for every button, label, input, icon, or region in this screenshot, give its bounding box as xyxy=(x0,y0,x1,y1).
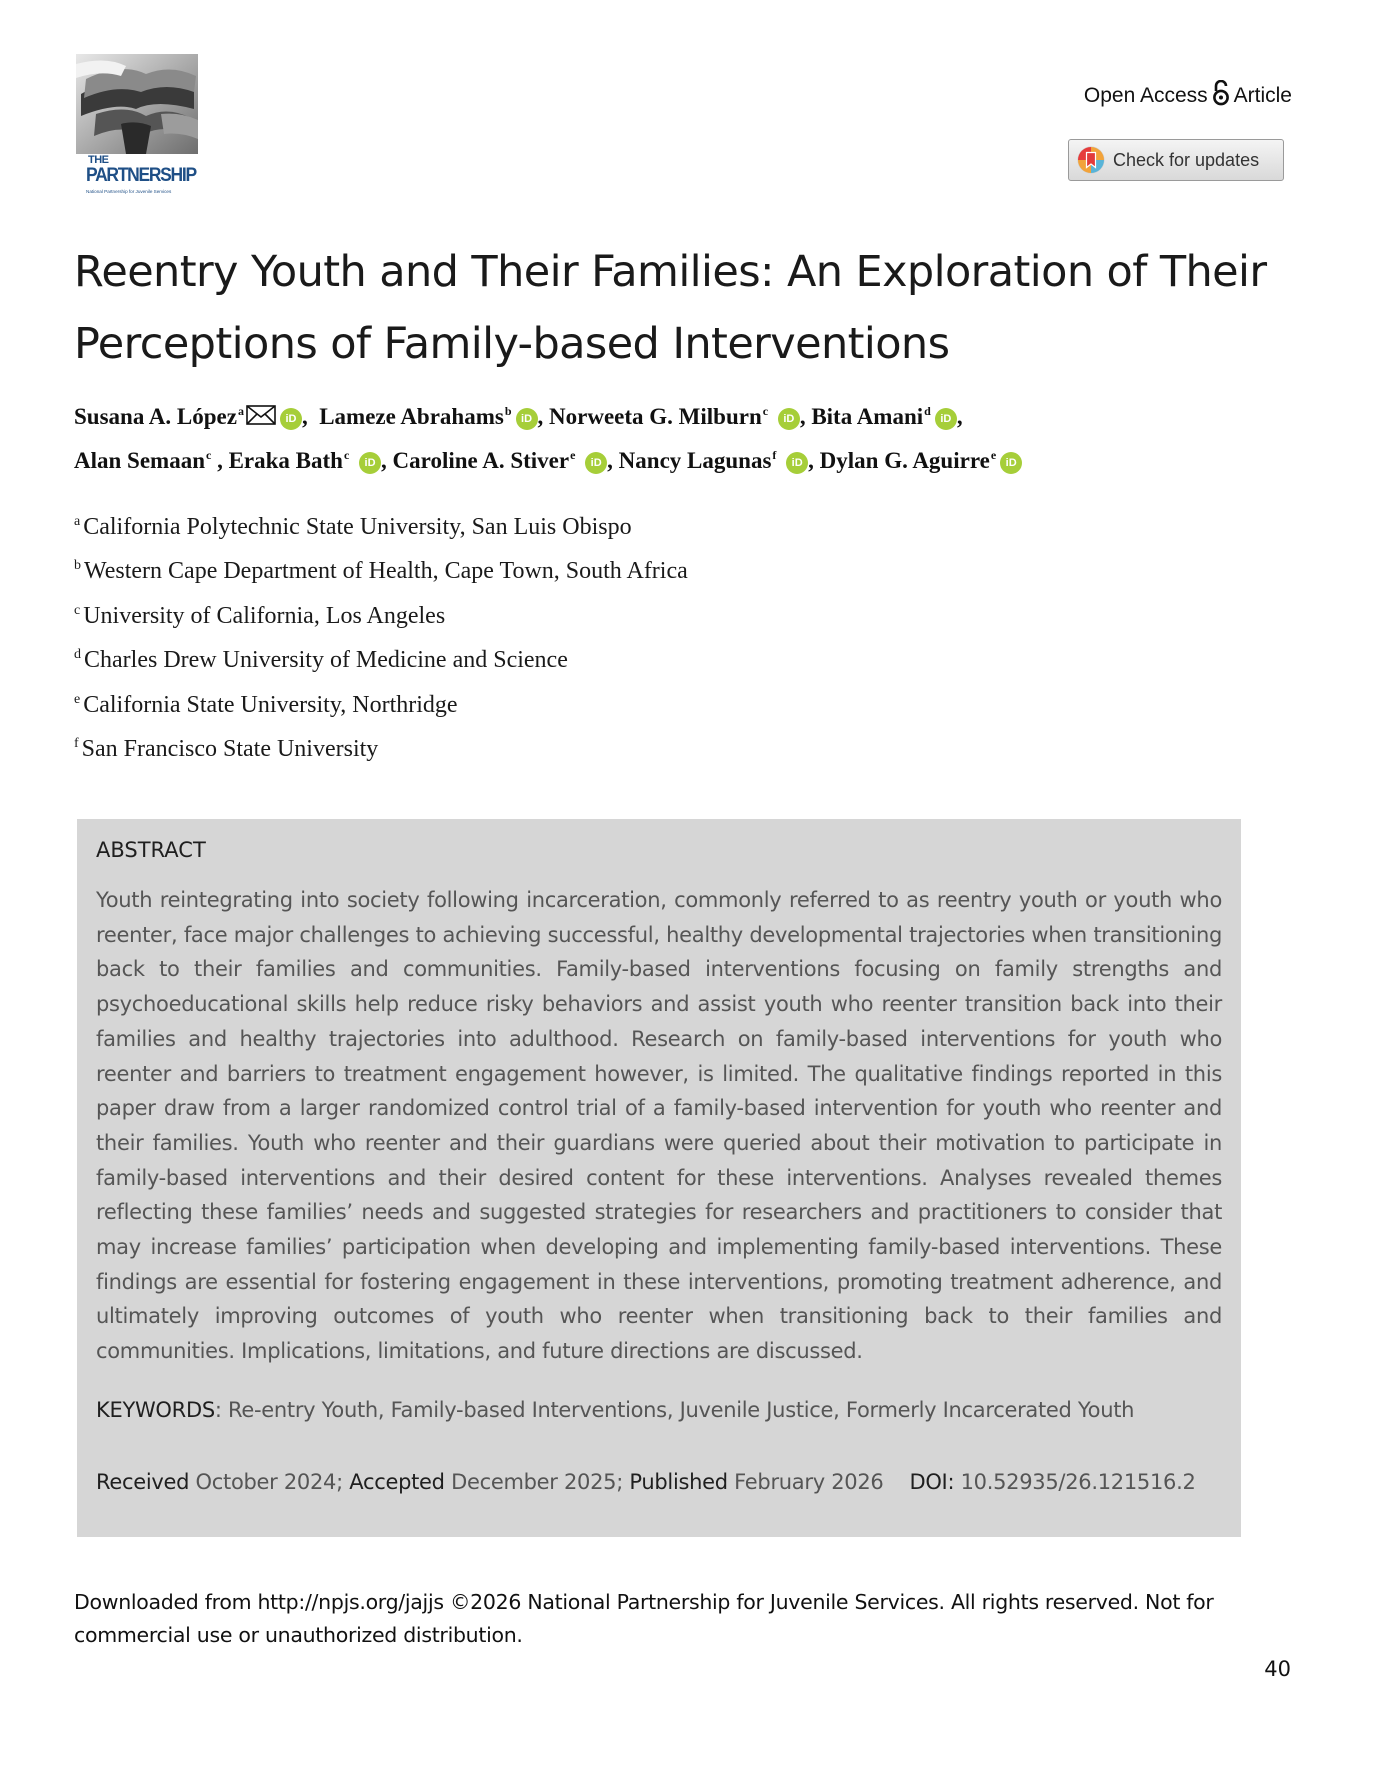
keywords-text: Re-entry Youth, Family-based Interventions, Juvenile Justice, Formerly Incarcerated Youth xyxy=(228,1397,1135,1422)
abstract-text: Youth reintegrating into society following incarceration, commonly referred to as reentry youth or youth who reenter, face major challenges to achieving successful, healthy developmental trajectories when transitioning back to their families and communities. Family-based interventions focusing on family strengths and psychoeducational skills help reduce risky behaviors and assist youth who reenter transition back into their families and healthy trajectories into adulthood. Research on family-based interventions for youth who reenter and barriers to treatment engagement however, is limited. The qualitative findings reported in this paper draw from a larger randomized control trial of a family-based intervention for youth who reenter and their families. Youth who reenter and their guardians were queried about their motivation to participate in family-based interventions and their desired content for these interventions. Analyses revealed themes reflecting these families’ needs and suggested strategies for researchers and practitioners to consider that may increase families’ participation when developing and implementing family-based interventions. These findings are essential for fostering engagement in these interventions, promoting treatment adherence, and ultimately improving outcomes of youth who reenter when transitioning back to their families and communities. Implications, limitations, and future directions are discussed. xyxy=(96,888,1222,1364)
affiliation-mark: c xyxy=(74,602,81,618)
affiliation-text: San Francisco State University xyxy=(81,735,379,762)
author[interactable] xyxy=(811,404,957,429)
doi-label: DOI: xyxy=(909,1469,955,1494)
keywords-label: KEYWORDS xyxy=(96,1397,215,1422)
page-number: 40 xyxy=(1264,1657,1291,1681)
abstract-box xyxy=(77,819,1241,1537)
author-name: Eraka Bath xyxy=(228,448,343,473)
affiliation-list xyxy=(74,504,974,770)
published-date: February 2026 xyxy=(734,1469,884,1494)
author-name: Susana A. López xyxy=(74,404,237,429)
author-name: Norweeta G. Milburn xyxy=(549,404,762,429)
received-date: October 2024 xyxy=(195,1469,337,1494)
abstract-heading: ABSTRACT xyxy=(96,838,206,862)
published-label: Published xyxy=(629,1469,728,1494)
author-affiliation-mark: d xyxy=(924,404,931,418)
crossmark-icon xyxy=(1077,146,1105,174)
affiliation xyxy=(74,548,974,592)
affiliation-mark: a xyxy=(74,514,81,529)
check-for-updates-label: Check for updates xyxy=(1113,149,1260,170)
author-list: Susana A. López$^a$iD , Lameze Abrahams$^b$iD , Norweeta G. Milburn$^c$ iD , Bita Amani$^d$iD , Alan Semaan$^c$ , Eraka Bath$^c$ iD , Caroline A. Stiver$^e$ iD , Nancy Lagunas$^f$ iD , Dylan G. Aguirre$^e$iD xyxy=(74,392,1314,480)
affiliation-mark: b xyxy=(74,558,81,574)
author-affiliation-mark: b xyxy=(504,404,512,418)
orcid-icon[interactable]: iD xyxy=(359,452,381,474)
author-affiliation-mark: c xyxy=(762,404,769,418)
envelope-icon[interactable] xyxy=(246,405,276,425)
affiliation xyxy=(74,504,974,548)
affiliation xyxy=(74,593,974,637)
affiliation-text: University of California, Los Angeles xyxy=(83,602,446,629)
orcid-icon[interactable]: iD xyxy=(280,408,302,430)
download-notice: Downloaded from http://npjs.org/jajjs ©2026 National Partnership for Juvenile Services. All rights reserved. Not for commercial use or unauthorized distribution. xyxy=(74,1590,1214,1647)
journal-logo xyxy=(76,54,198,200)
orcid-icon[interactable]: iD xyxy=(778,408,800,430)
accepted-label: Accepted xyxy=(349,1469,445,1494)
orcid-icon[interactable]: iD xyxy=(786,452,808,474)
orcid-icon[interactable]: iD xyxy=(516,408,538,430)
open-access-text: Open Access xyxy=(1083,84,1208,107)
author-name: Lameze Abrahams xyxy=(319,404,504,429)
author-name: Bita Amani xyxy=(811,404,924,429)
author-name: Caroline A. Stiver xyxy=(392,448,570,473)
author-affiliation-mark: e xyxy=(990,448,997,462)
open-access-label xyxy=(1084,84,1292,108)
affiliation xyxy=(74,726,974,770)
keywords-line: KEYWORDS: Re-entry Youth, Family-based Interventions, Juvenile Justice, Formerly Incarcerated Youth xyxy=(96,1397,1135,1422)
publication-dates-line: Received October 2024; Accepted December 2025; Published February 2026 DOI: 10.52935/26.121516.2 xyxy=(96,1469,1196,1494)
author-affiliation-mark: c xyxy=(206,448,212,462)
author[interactable] xyxy=(319,404,537,429)
author-affiliation-mark: e xyxy=(570,448,576,462)
article-type-text: Article xyxy=(1233,84,1292,107)
affiliation-mark: d xyxy=(74,647,81,663)
orcid-icon[interactable]: iD xyxy=(1000,452,1022,474)
affiliation xyxy=(74,637,974,681)
stacked-hands-image xyxy=(76,54,198,154)
author[interactable] xyxy=(549,404,800,429)
logo-subtitle: National Partnership for Juvenile Services xyxy=(86,189,172,194)
author-name: Dylan G. Aguirre xyxy=(819,448,990,473)
affiliation-mark: e xyxy=(74,691,81,707)
author[interactable] xyxy=(74,404,302,429)
author[interactable] xyxy=(619,448,808,473)
author[interactable] xyxy=(820,448,1023,473)
author-affiliation-mark: f xyxy=(772,448,777,462)
orcid-icon[interactable]: iD xyxy=(585,452,607,474)
accepted-date: December 2025 xyxy=(451,1469,617,1494)
affiliation-text: California Polytechnic State University, San Luis Obispo xyxy=(83,514,632,540)
author-name: Alan Semaan xyxy=(74,448,205,473)
article-title: Reentry Youth and Their Families: An Exploration of Their Perceptions of Family-based Interventions xyxy=(74,247,1267,369)
author[interactable] xyxy=(229,448,381,473)
affiliation xyxy=(74,682,974,726)
affiliation-text: Charles Drew University of Medicine and Science xyxy=(84,647,568,674)
author[interactable] xyxy=(74,448,211,473)
affiliation-mark: f xyxy=(74,735,79,751)
author-affiliation-mark: c xyxy=(343,448,350,462)
author-affiliation-mark: a xyxy=(237,404,244,418)
author[interactable] xyxy=(393,448,608,473)
orcid-icon[interactable]: iD xyxy=(935,408,957,430)
affiliation-text: Western Cape Department of Health, Cape Town, South Africa xyxy=(84,558,688,585)
logo-top-word: THE xyxy=(88,154,109,166)
affiliation-text: California State University, Northridge xyxy=(83,691,458,718)
author-name: Nancy Lagunas xyxy=(618,448,772,473)
check-for-updates-button[interactable] xyxy=(1068,139,1284,181)
received-label: Received xyxy=(96,1469,190,1494)
open-access-lock-icon xyxy=(1212,80,1230,106)
logo-name: PARTNERSHIP xyxy=(86,165,196,186)
doi-link[interactable]: 10.52935/26.121516.2 xyxy=(960,1469,1196,1494)
